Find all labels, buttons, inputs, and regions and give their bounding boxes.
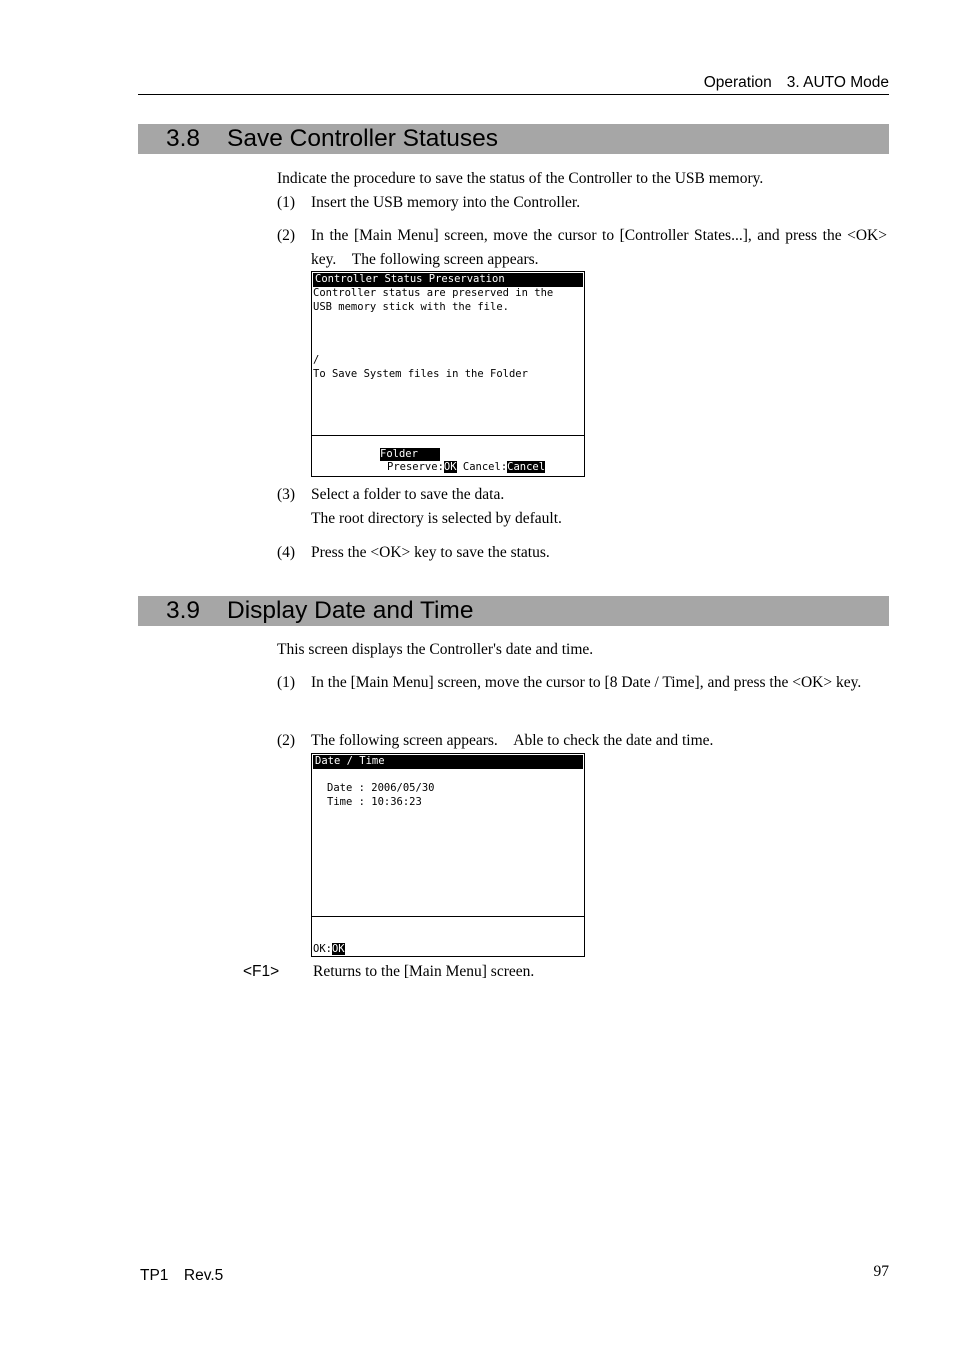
section-heading-3-8 <box>138 124 889 154</box>
step-text: Select a folder to save the data. <box>311 486 505 503</box>
function-key-label: <F1> <box>243 963 280 980</box>
step-number: (1) <box>277 674 296 691</box>
section-number: 3.8 <box>166 125 201 152</box>
screen-title: Date / Time <box>313 755 583 769</box>
step-number: (3) <box>277 486 296 503</box>
step-text: The following screen appears. Able to check the date and time. <box>311 732 714 749</box>
step-text: In the [Main Menu] screen, move the cursor to [Controller States...], and press the <OK> key. The following screen appears. <box>311 227 887 268</box>
step-text: Press the <OK> key to save the status. <box>311 544 550 561</box>
screen-text-line: To Save System files in the Folder <box>313 367 528 380</box>
screen-softkeys <box>313 943 345 957</box>
page-number: 97 <box>873 1263 889 1280</box>
cancel-label: Cancel: <box>456 461 508 473</box>
folder-button[interactable]: Folder <box>380 448 440 461</box>
screen-title: Controller Status Preservation <box>313 273 583 287</box>
cancel-key[interactable]: Cancel <box>507 461 546 473</box>
screen-text-line: Controller status are preserved in the <box>313 287 554 299</box>
preserve-ok-key[interactable]: OK <box>443 461 457 473</box>
section-title: Save Controller Statuses <box>227 125 498 152</box>
section-intro: Indicate the procedure to save the status of the Controller to the USB memory. <box>277 170 764 187</box>
screen-divider <box>312 435 584 436</box>
header-section: 3. AUTO Mode <box>786 74 889 91</box>
footer-manual: TP1 Rev.5 <box>140 1267 224 1284</box>
running-header <box>138 74 889 95</box>
date-time-screen <box>311 753 585 957</box>
screen-divider <box>312 916 584 917</box>
step-number: (2) <box>277 227 296 244</box>
screen-text-line: USB memory stick with the file. <box>313 300 509 313</box>
date-readout: Date : 2006/05/30 <box>327 782 435 794</box>
step-number: (1) <box>277 194 296 211</box>
step-number: (2) <box>277 732 296 749</box>
section-intro: This screen displays the Controller's date and time. <box>277 641 594 658</box>
function-key-description: Returns to the [Main Menu] screen. <box>313 963 535 980</box>
header-chapter: Operation <box>703 74 772 91</box>
section-number: 3.9 <box>166 597 201 624</box>
ok-key[interactable]: OK <box>331 943 345 955</box>
screen-softkeys <box>387 461 545 475</box>
controller-status-screen <box>311 271 585 477</box>
screen-path: / <box>313 354 320 366</box>
section-heading-3-9 <box>138 596 889 626</box>
step-text-continued: The root directory is selected by default. <box>311 510 562 527</box>
step-text: Insert the USB memory into the Controller. <box>311 194 581 211</box>
step-number: (4) <box>277 544 296 561</box>
ok-label: OK: <box>313 943 332 955</box>
section-title: Display Date and Time <box>227 597 474 624</box>
time-readout: Time : 10:36:23 <box>327 795 422 808</box>
step-text: In the [Main Menu] screen, move the cursor to [8 Date / Time], and press the <OK> key. <box>311 674 862 691</box>
preserve-label: Preserve: <box>387 461 444 473</box>
